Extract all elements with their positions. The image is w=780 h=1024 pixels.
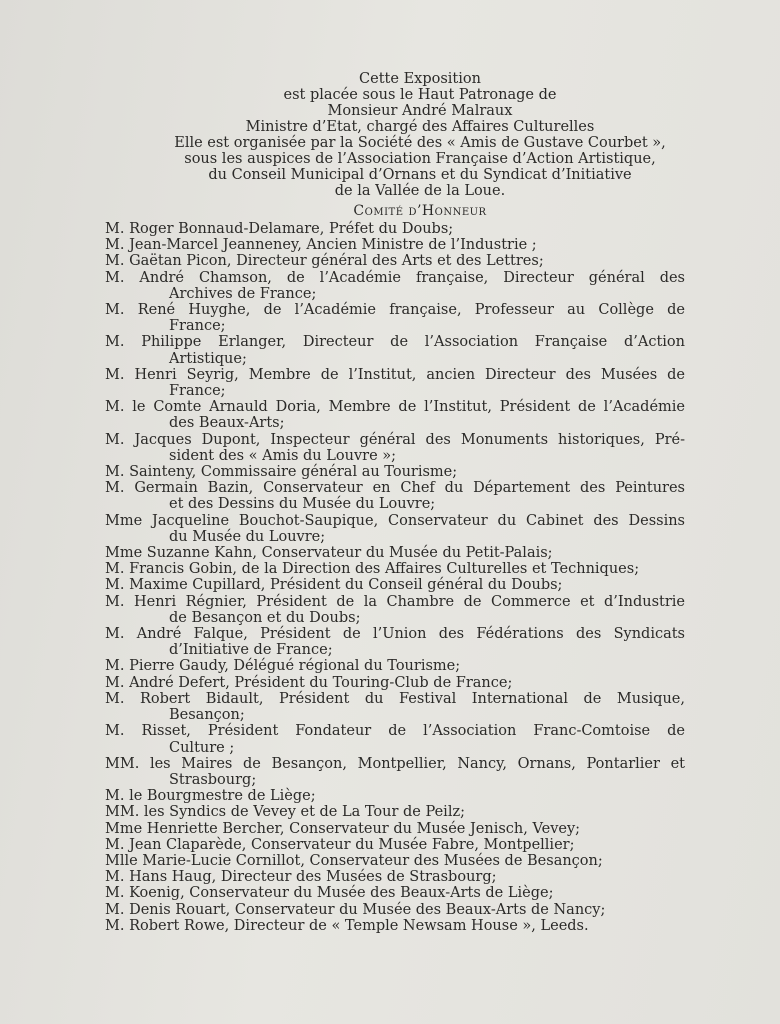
member-line-continuation: et des Dessins du Musée du Louvre; bbox=[169, 496, 436, 513]
member-line: M. René Huyghe, de l’Académie française, Professeur au Collège de bbox=[105, 302, 685, 319]
member-line-continuation: de Besançon et du Doubs; bbox=[169, 609, 361, 626]
committee-member-entry bbox=[105, 853, 685, 869]
intro-line: Cette Exposition bbox=[359, 71, 481, 87]
committee-member-entry bbox=[105, 399, 685, 431]
member-line: M. Henri Régnier, Président de la Chambre de Commerce et d’Industrie bbox=[105, 593, 685, 610]
member-line: M. Roger Bonnaud-Delamare, Préfet du Doubs; bbox=[105, 221, 454, 237]
member-line: M. Hans Haug, Directeur des Musées de Strasbourg; bbox=[105, 869, 497, 886]
committee-member-entry bbox=[105, 464, 685, 480]
member-line-continuation: des Beaux-Arts; bbox=[169, 415, 285, 432]
committee-member-entry bbox=[105, 513, 685, 545]
committee-member-entry bbox=[105, 885, 685, 901]
member-line: MM. les Maires de Besançon, Montpellier, Nancy, Ornans, Pontarlier et bbox=[105, 755, 685, 772]
committee-member-entry bbox=[105, 821, 685, 837]
member-line: Mlle Marie-Lucie Cornillot, Conservateur des Musées de Besançon; bbox=[105, 852, 603, 869]
member-line-continuation: sident des « Amis du Louvre »; bbox=[169, 447, 397, 464]
intro-line: sous les auspices de l’Association Française d’Action Artistique, bbox=[184, 151, 656, 167]
member-line-continuation: Strasbourg; bbox=[169, 771, 257, 788]
member-line-continuation: Archives de France; bbox=[169, 285, 317, 302]
intro-line: Elle est organisée par la Société des « Amis de Gustave Courbet », bbox=[174, 135, 666, 151]
member-line-continuation: du Musée du Louvre; bbox=[169, 528, 326, 545]
intro-line: de la Vallée de la Loue. bbox=[334, 183, 506, 199]
committee-members-list bbox=[105, 221, 685, 934]
member-line: MM. les Syndics de Vevey et de La Tour de Peilz; bbox=[105, 804, 465, 821]
committee-member-entry bbox=[105, 756, 685, 788]
member-line-continuation: France; bbox=[169, 318, 226, 335]
committee-member-entry bbox=[105, 902, 685, 918]
committee-member-entry bbox=[105, 594, 685, 626]
committee-member-entry bbox=[105, 302, 685, 334]
member-line: M. Robert Bidault, Président du Festival International de Musique, bbox=[105, 690, 685, 707]
committee-member-entry bbox=[105, 270, 685, 302]
committee-member-entry bbox=[105, 691, 685, 723]
member-line: M. André Chamson, de l’Académie française, Directeur général des bbox=[105, 269, 685, 286]
committee-member-entry bbox=[105, 837, 685, 853]
member-line: M. le Comte Arnauld Doria, Membre de l’Institut, Président de l’Académie bbox=[105, 399, 685, 416]
committee-member-entry bbox=[105, 221, 685, 237]
member-line: M. Gaëtan Picon, Directeur général des Arts et des Lettres; bbox=[105, 253, 544, 270]
member-line: M. le Bourgmestre de Liège; bbox=[105, 788, 316, 805]
committee-member-entry bbox=[105, 253, 685, 269]
committee-member-entry bbox=[105, 626, 685, 658]
committee-heading: Comité d’Honneur bbox=[353, 203, 487, 219]
committee-member-entry bbox=[105, 675, 685, 691]
member-line: M. Robert Rowe, Directeur de « Temple Newsam House », Leeds. bbox=[105, 917, 589, 934]
committee-member-entry bbox=[105, 918, 685, 934]
member-line: M. Jean-Marcel Jeanneney, Ancien Ministre de l’Industrie ; bbox=[105, 237, 537, 254]
member-line: M. Risset, Président Fondateur de l’Association Franc-Comtoise de bbox=[105, 723, 685, 740]
member-line-continuation: Besançon; bbox=[169, 707, 245, 724]
member-line-continuation: France; bbox=[169, 383, 226, 400]
member-line: M. Koenig, Conservateur du Musée des Beaux-Arts de Liège; bbox=[105, 885, 554, 902]
member-line: M. Jacques Dupont, Inspecteur général des Monuments historiques, Pré- bbox=[105, 431, 685, 448]
member-line: Mme Suzanne Kahn, Conservateur du Musée du Petit-Palais; bbox=[105, 545, 553, 562]
member-line: M. Jean Claparède, Conservateur du Musée Fabre, Montpellier; bbox=[105, 836, 575, 853]
member-line: Mme Jacqueline Bouchot-Saupique, Conservateur du Cabinet des Dessins bbox=[105, 512, 685, 529]
intro-line: Ministre d’Etat, chargé des Affaires Culturelles bbox=[245, 119, 595, 135]
member-line: M. Francis Gobin, de la Direction des Affaires Culturelles et Techniques; bbox=[105, 561, 640, 578]
intro-block bbox=[140, 71, 700, 199]
committee-member-entry bbox=[105, 545, 685, 561]
committee-member-entry bbox=[105, 237, 685, 253]
member-line-continuation: Culture ; bbox=[169, 739, 235, 756]
committee-member-entry bbox=[105, 367, 685, 399]
member-line-continuation: Artistique; bbox=[169, 350, 247, 367]
committee-member-entry bbox=[105, 869, 685, 885]
committee-member-entry bbox=[105, 658, 685, 674]
committee-member-entry bbox=[105, 334, 685, 366]
member-line-continuation: d’Initiative de France; bbox=[169, 642, 333, 659]
committee-member-entry bbox=[105, 561, 685, 577]
intro-line: du Conseil Municipal d’Ornans et du Syndicat d’Initiative bbox=[208, 167, 632, 183]
committee-member-entry bbox=[105, 804, 685, 820]
member-line: M. Henri Seyrig, Membre de l’Institut, ancien Directeur des Musées de bbox=[105, 366, 685, 383]
intro-line: Monsieur André Malraux bbox=[327, 103, 513, 119]
committee-member-entry bbox=[105, 577, 685, 593]
member-line: M. Maxime Cupillard, Président du Conseil général du Doubs; bbox=[105, 577, 563, 594]
member-line: M. André Defert, Président du Touring-Club de France; bbox=[105, 674, 513, 691]
member-line: Mme Henriette Bercher, Conservateur du Musée Jenisch, Vevey; bbox=[105, 820, 581, 837]
intro-line: est placée sous le Haut Patronage de bbox=[283, 87, 557, 103]
member-line: M. Pierre Gaudy, Délégué régional du Tourisme; bbox=[105, 658, 461, 675]
committee-member-entry bbox=[105, 480, 685, 512]
member-line: M. Denis Rouart, Conservateur du Musée des Beaux-Arts de Nancy; bbox=[105, 901, 606, 918]
member-line: M. Philippe Erlanger, Directeur de l’Association Française d’Action bbox=[105, 334, 685, 351]
committee-member-entry bbox=[105, 723, 685, 755]
member-line: M. Germain Bazin, Conservateur en Chef du Département des Peintures bbox=[105, 480, 685, 497]
committee-member-entry bbox=[105, 788, 685, 804]
member-line: M. André Falque, Président de l’Union des Fédérations des Syndicats bbox=[105, 626, 685, 643]
committee-member-entry bbox=[105, 432, 685, 464]
member-line: M. Sainteny, Commissaire général au Tourisme; bbox=[105, 464, 458, 481]
